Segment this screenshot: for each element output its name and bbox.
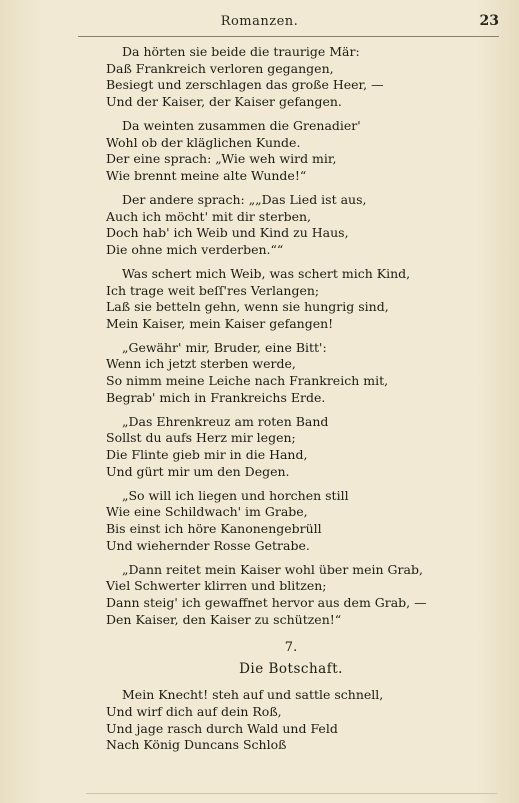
poem-line: Der andere sprach: „„Das Lied ist aus, (122, 191, 367, 207)
poem-line: Wie eine Schildwach' im Grabe, (106, 504, 308, 520)
poem-line: Mein Knecht! steh auf und sattle schnell, (122, 687, 384, 703)
page-header (0, 14, 519, 36)
stanza (106, 44, 506, 110)
poem-line: Die Flinte gieb mir in die Hand, (106, 447, 308, 463)
poem-line: „So will ich liegen und horchen still (122, 487, 349, 503)
poem-line: Und der Kaiser, der Kaiser gefangen. (106, 93, 342, 109)
header-rule (78, 36, 499, 37)
poem-line: Der eine sprach: „Wie weh wird mir, (106, 151, 337, 167)
stanza (106, 687, 506, 753)
running-title: Romanzen. (220, 14, 299, 29)
stanza (106, 488, 506, 554)
poem-line: Dann steig' ich gewaffnet hervor aus dem Grab, — (106, 594, 427, 610)
stanza (106, 266, 506, 332)
section-number: 7. (284, 640, 298, 656)
poem-line: Und wiehernder Rosse Getrabe. (106, 537, 310, 553)
poem-line: Begrab' mich in Frankreichs Erde. (106, 389, 326, 405)
poem-line: So nimm meine Leiche nach Frankreich mit, (106, 373, 389, 389)
poem-line: Sollst du aufs Herz mir legen; (106, 430, 296, 446)
page-number: 23 (479, 13, 499, 29)
stanza (106, 118, 506, 184)
poem-line: Die ohne mich verderben.““ (106, 241, 284, 257)
poem-line: Ich trage weit beſſ'res Verlangen; (106, 282, 320, 298)
poem-line: Da weinten zusammen die Grenadier' (122, 117, 361, 133)
poem-line: Wie brennt meine alte Wunde!“ (106, 167, 307, 183)
poem-line: Besiegt und zerschlagen das große Heer, — (106, 77, 384, 93)
poem-line: Viel Schwerter klirren und blitzen; (106, 578, 327, 594)
poem-body (106, 44, 506, 761)
section-title: Die Botschaft. (239, 660, 343, 677)
poem-line: Nach König Duncans Schloß (106, 737, 287, 753)
stanza (106, 192, 506, 258)
poem-line: Und jage rasch durch Wald und Feld (106, 720, 338, 736)
poem-line: Wenn ich jetzt sterben werde, (106, 356, 296, 372)
poem-line: Und wirf dich auf dein Roß, (106, 703, 282, 719)
poem-line: Und gürt mir um den Degen. (106, 463, 290, 479)
stanza (106, 562, 506, 628)
poem-line: Mein Kaiser, mein Kaiser gefangen! (106, 315, 334, 331)
footer-rule (86, 793, 497, 794)
poem-line: Bis einst ich höre Kanonengebrüll (106, 521, 322, 536)
poem-line: Da hörten sie beide die traurige Mär: (122, 44, 360, 59)
stanza (106, 340, 506, 406)
poem-line: Was schert mich Weib, was schert mich Kind, (122, 265, 411, 281)
poem-line: Doch hab' ich Weib und Kind zu Haus, (106, 225, 349, 241)
poem-line: Auch ich möcht' mit dir sterben, (106, 208, 312, 224)
poem-line: „Gewähr' mir, Bruder, eine Bitt': (122, 339, 327, 355)
poem-line: Daß Frankreich verloren gegangen, (106, 60, 334, 76)
poem-line: Wohl ob der kläglichen Kunde. (106, 134, 301, 150)
poem-line: Laß sie betteln gehn, wenn sie hungrig sind, (106, 299, 389, 315)
poem-line: Den Kaiser, den Kaiser zu schützen!“ (106, 611, 342, 627)
poem-line: „Dann reitet mein Kaiser wohl über mein Grab, (122, 561, 423, 577)
poem-line: „Das Ehrenkreuz am roten Band (122, 413, 329, 429)
stanza (106, 414, 506, 480)
